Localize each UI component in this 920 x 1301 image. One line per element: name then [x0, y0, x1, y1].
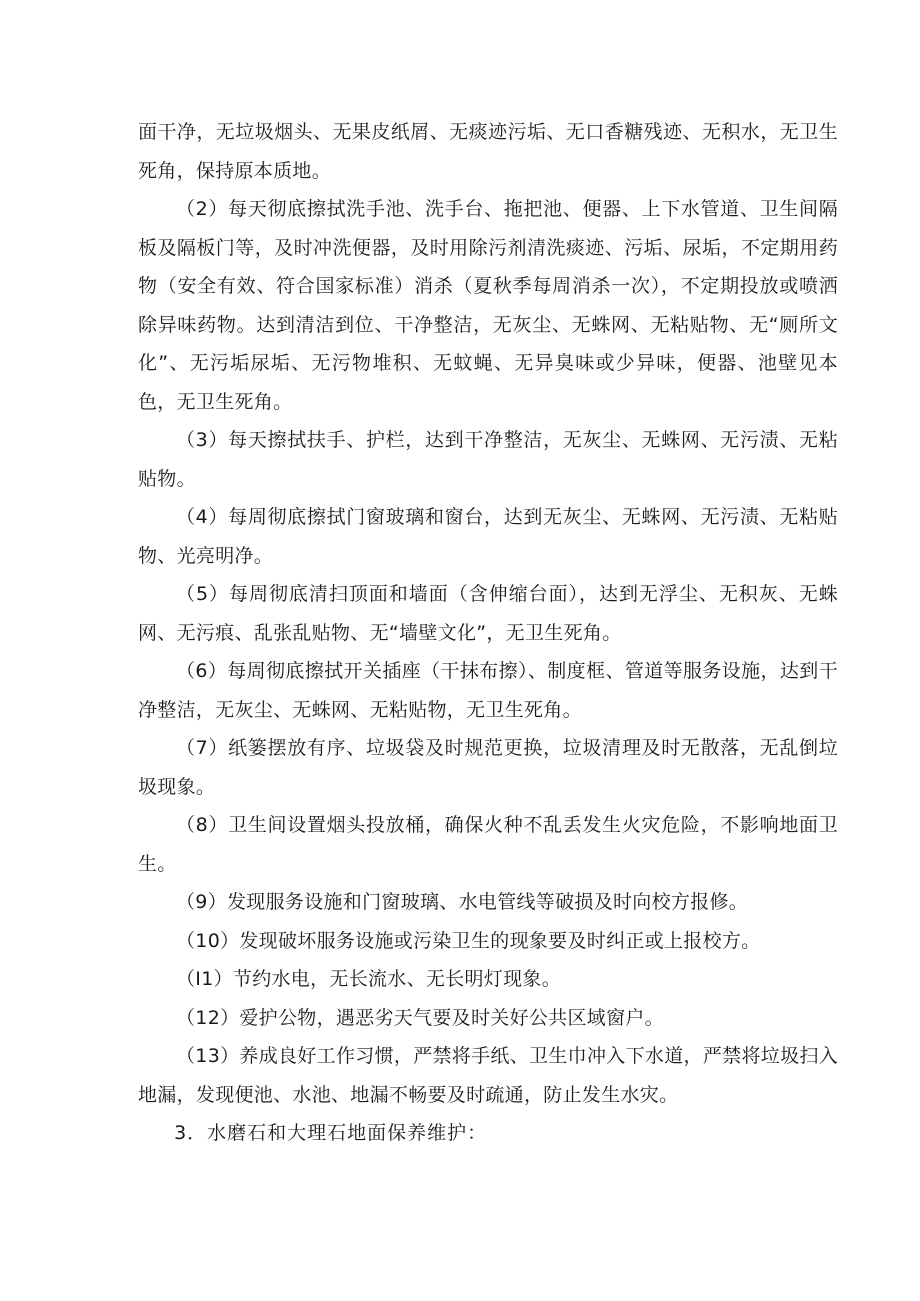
section-heading: 3．水磨石和大理石地面保养维护：	[174, 1122, 488, 1144]
paragraph-item-5: （5）每周彻底清扫顶面和墙面（含伸缩台面），达到无浮尘、无积灰、无蛛网、无污痕、乱张乱贴物、无“墙壁文化”，无卫生死角。	[138, 583, 838, 644]
paragraph-item-13: （13）养成良好工作习惯，严禁将手纸、卫生巾冲入下水道，严禁将垃圾扫入地漏，发现便池、水池、地漏不畅要及时疏通，防止发生水灾。	[138, 1045, 838, 1106]
paragraph-item-7: （7）纸篓摆放有序、垃圾袋及时规范更换，垃圾清理及时无散落，无乱倒垃圾现象。	[138, 737, 838, 798]
paragraph-item-8: （8）卫生间设置烟头投放桶，确保火种不乱丢发生火灾危险，不影响地面卫生。	[138, 814, 838, 875]
paragraph-item-2: （2）每天彻底擦拭洗手池、洗手台、拖把池、便器、上下水管道、卫生间隔板及隔板门等，及时冲洗便器，及时用除污剂清洗痰迹、污垢、尿垢，不定期用药物（安全有效、符合国家标准）消杀（夏秋季每周消杀一次），不定期投放或喷洒除异味药物。达到清洁到位、干净整洁，无灰尘、无蛛网、无粘贴物、无“厕所文化”、无污垢尿垢、无污物堆积、无蚊蝇、无异臭味或少异味，便器、池壁见本色，无卫生死角。	[138, 198, 838, 413]
paragraph-item-3: （3）每天擦拭扶手、护栏，达到干净整洁，无灰尘、无蛛网、无污渍、无粘贴物。	[138, 429, 838, 490]
paragraph-item-12: （12）爱护公物，遇恶劣天气要及时关好公共区域窗户。	[176, 1006, 664, 1029]
paragraph-continuation: 面干净，无垃圾烟头、无果皮纸屑、无痰迹污垢、无口香糖残迹、无积水，无卫生死角，保持原本质地。	[138, 121, 838, 182]
paragraph-item-4: （4）每周彻底擦拭门窗玻璃和窗台，达到无灰尘、无蛛网、无污渍、无粘贴物、光亮明净。	[138, 506, 838, 567]
paragraph-item-10: （10）发现破坏服务设施或污染卫生的现象要及时纠正或上报校方。	[176, 929, 761, 952]
paragraph-item-9: （9）发现服务设施和门窗玻璃、水电管线等破损及时向校方报修。	[176, 891, 749, 913]
paragraph-item-11: （I1）节约水电，无长流水、无长明灯现象。	[176, 968, 561, 990]
document-body	[138, 113, 838, 1153]
paragraph-item-6: （6）每周彻底擦拭开关插座（干抹布擦）、制度框、管道等服务设施，达到干净整洁，无灰尘、无蛛网、无粘贴物，无卫生死角。	[138, 660, 838, 721]
